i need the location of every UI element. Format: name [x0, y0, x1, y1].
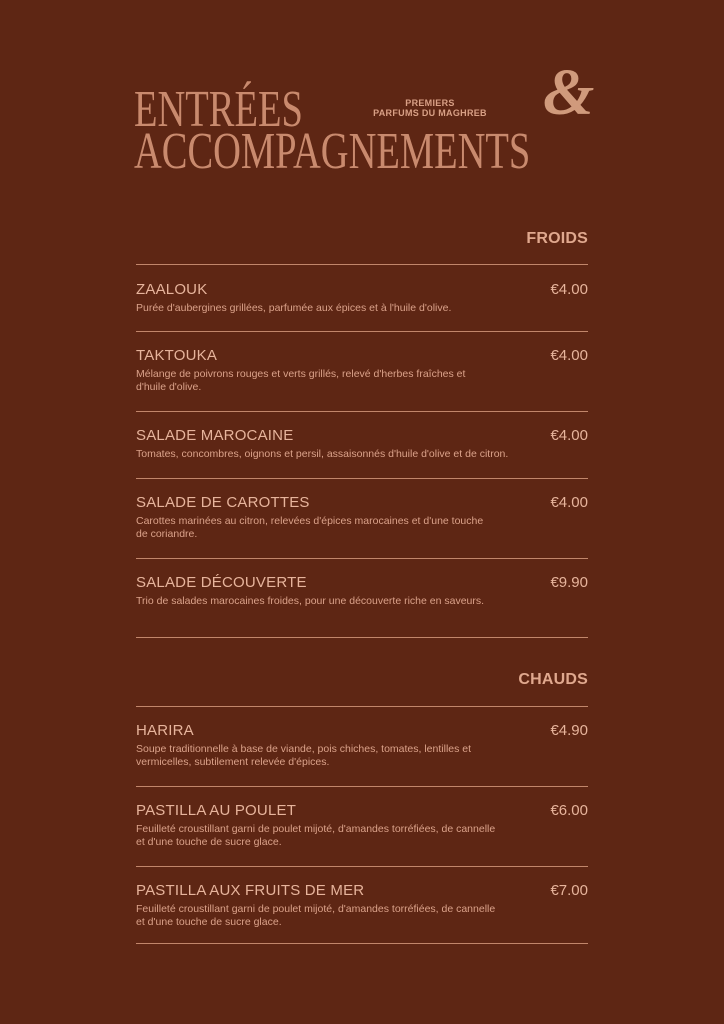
item-description: Carottes marinées au citron, relevées d'épices marocaines et d'une touche de coriandre. — [136, 515, 484, 540]
item-description: Purée d'aubergines grillées, parfumée aux épices et à l'huile d'olive. — [136, 302, 452, 314]
tagline-line-2: PARFUMS DU MAGHREB — [373, 108, 487, 118]
item-description: Soupe traditionnelle à base de viande, pois chiches, tomates, lentilles et vermicelles, subtilement relevée d'épices. — [136, 743, 472, 768]
item-price: €4.00 — [550, 494, 588, 511]
item-name: SALADE MAROCAINE — [136, 427, 294, 444]
item-price: €6.00 — [550, 802, 588, 819]
title-entrees: ENTRÉES — [134, 81, 303, 138]
item-name: TAKTOUKA — [136, 347, 218, 364]
divider — [136, 478, 588, 479]
item-description: Mélange de poivrons rouges et verts grillés, relevé d'herbes fraîches et d'huile d'olive. — [136, 368, 466, 393]
tagline — [367, 98, 493, 118]
item-name: PASTILLA AUX FRUITS DE MER — [136, 882, 365, 899]
divider — [136, 411, 588, 412]
item-price: €4.00 — [550, 347, 588, 364]
item-price: €4.90 — [550, 722, 588, 739]
item-price: €9.90 — [550, 574, 588, 591]
title-accompagnements: ACCOMPAGNEMENTS — [134, 123, 531, 180]
item-description: Feuilleté croustillant garni de poulet mijoté, d'amandes torréfiées, de cannelle et d'une touche de sucre glace. — [136, 903, 496, 928]
item-description: Feuilleté croustillant garni de poulet mijoté, d'amandes torréfiées, de cannelle et d'une touche de sucre glace. — [136, 823, 496, 848]
item-price: €4.00 — [550, 281, 588, 298]
item-name: HARIRA — [136, 722, 194, 739]
item-name: PASTILLA AU POULET — [136, 802, 297, 819]
item-description: Tomates, concombres, oignons et persil, assaisonnés d'huile d'olive et de citron. — [136, 448, 509, 460]
section-title-chauds: CHAUDS — [518, 671, 588, 688]
item-name: SALADE DE CAROTTES — [136, 494, 310, 511]
item-name: ZAALOUK — [136, 281, 208, 298]
item-name: SALADE DÉCOUVERTE — [136, 574, 307, 591]
item-price: €4.00 — [550, 427, 588, 444]
item-price: €7.00 — [550, 882, 588, 899]
divider — [136, 558, 588, 559]
divider — [136, 331, 588, 332]
tagline-line-1: PREMIERS — [405, 98, 455, 108]
divider — [136, 786, 588, 787]
divider — [136, 706, 588, 707]
section-title-froids: FROIDS — [526, 230, 588, 247]
divider — [136, 637, 588, 638]
item-description: Trio de salades marocaines froides, pour une découverte riche en saveurs. — [136, 595, 485, 607]
ampersand-logo: & — [543, 56, 595, 129]
divider — [136, 866, 588, 867]
divider — [136, 264, 588, 265]
divider — [136, 943, 588, 944]
